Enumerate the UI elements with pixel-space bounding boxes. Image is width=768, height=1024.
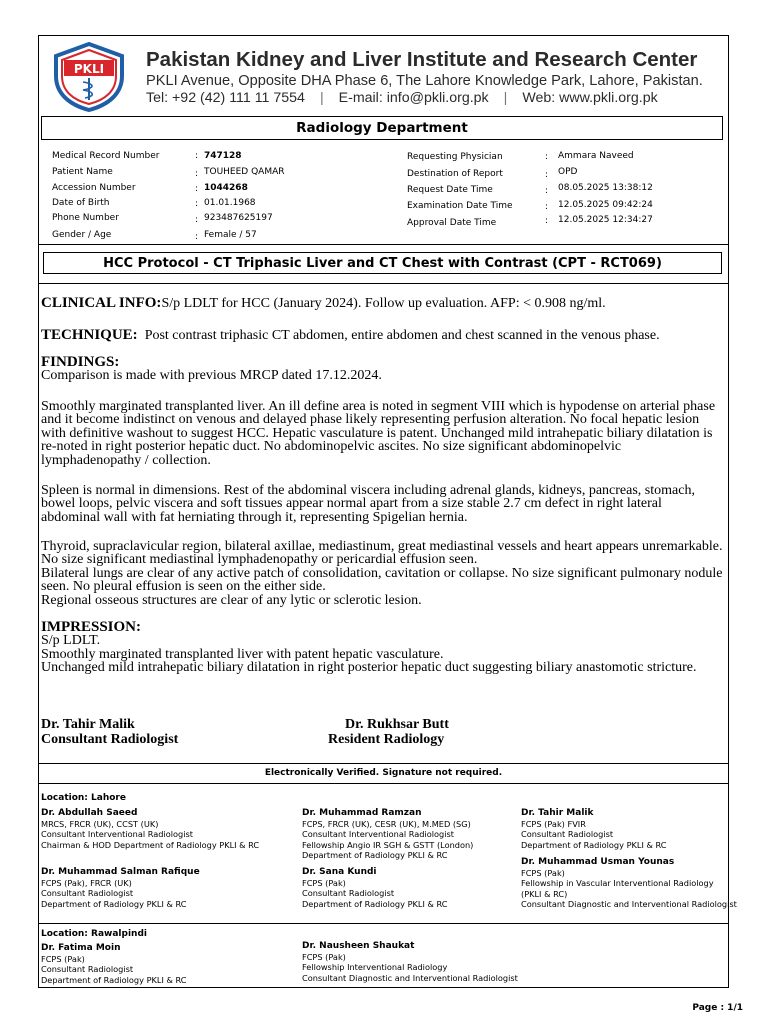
findings-liver: [41, 400, 723, 467]
divider: [38, 244, 729, 245]
doctor-detail: Fellowship Angio IR SGH & GSTT (London): [302, 839, 474, 850]
colon: :: [545, 216, 549, 226]
telephone: Tel: +92 (42) 111 11 7554: [146, 90, 305, 106]
findings-abdomen-text: Spleen is normal in dimensions. Rest of the abdominal viscera including adrenal glands, kidneys, pancreas, stomach, bowel loops, pelvic viscera and soft tissues appear normal apart from a size stable 2.7 cm defect in right lateral abdominal wall with fat herniating through it, representing Spigelian hernia.: [41, 483, 695, 525]
doctor-entry: [302, 941, 518, 983]
doctor-name: Dr. Nausheen Shaukat: [302, 941, 415, 951]
doctor-detail: (PKLI & RC): [521, 888, 568, 899]
signatory-title: Consultant Radiologist: [41, 732, 179, 747]
colon: :: [195, 232, 199, 242]
doctor-detail: Consultant Radiologist: [41, 964, 134, 974]
impression-item: Smoothly marginated transplanted liver with patent hepatic vasculature.: [41, 646, 444, 662]
colon: :: [545, 186, 549, 196]
technique: [41, 329, 723, 342]
doctor-detail: FCPS (Pak) FVIR: [521, 818, 586, 829]
destination-value: OPD: [558, 167, 578, 177]
findings-comparison: Comparison is made with previous MRCP dated 17.12.2024.: [41, 368, 382, 384]
doctor-name: Dr. Muhammad Salman Rafique: [41, 867, 200, 877]
doctor-detail: Department of Radiology PKLI & RC: [521, 839, 667, 850]
clinical-info-heading: CLINICAL INFO:: [41, 295, 162, 311]
doctor-detail: Consultant Interventional Radiologist: [302, 829, 454, 839]
signatory-name: Dr. Rukhsar Butt: [345, 717, 449, 732]
doctor-detail: Consultant Diagnostic and Interventional Radiologist: [302, 972, 518, 983]
gender-age-value: Female / 57: [204, 230, 257, 240]
clinical-info-text: S/p LDLT for HCC (January 2024). Follow up evaluation. AFP: < 0.908 ng/ml.: [161, 296, 606, 311]
patient-name-value: TOUHEED QAMAR: [204, 167, 285, 177]
website: Web: www.pkli.org.pk: [522, 90, 658, 106]
findings-bones-text: Regional osseous structures are clear of any lytic or sclerotic lesion.: [41, 592, 422, 608]
doctor-entry: [521, 808, 666, 850]
doctor-name: Dr. Fatima Moin: [41, 943, 121, 953]
separator: |: [503, 90, 508, 106]
doctor-detail: Consultant Radiologist: [521, 829, 614, 839]
institute-contact: [146, 90, 716, 106]
doctor-detail: FCPS (Pak): [302, 951, 346, 962]
accession-label: Accession Number: [52, 183, 136, 193]
divider: [38, 283, 729, 284]
request-datetime-label: Request Date Time: [407, 185, 493, 195]
doctor-entry: [41, 943, 186, 985]
location-lahore: Location: Lahore: [41, 793, 126, 803]
doctor-detail: Department of Radiology PKLI & RC: [302, 898, 448, 909]
phone-label: Phone Number: [52, 213, 119, 223]
doctor-detail: Fellowship Interventional Radiology: [302, 962, 448, 972]
patient-name-label: Patient Name: [52, 167, 113, 177]
technique-heading: TECHNIQUE:: [41, 327, 138, 343]
doctor-detail: Consultant Radiologist: [41, 888, 134, 898]
doctor-name: Dr. Sana Kundi: [302, 867, 377, 877]
doctor-detail: Fellowship in Vascular Interventional Radiology: [521, 878, 714, 888]
findings-chest: [41, 540, 723, 607]
doctor-entry: [521, 857, 737, 910]
request-datetime-value: 08.05.2025 13:38:12: [558, 183, 653, 193]
doctor-detail: Department of Radiology PKLI & RC: [41, 898, 187, 909]
doctor-detail: Department of Radiology PKLI & RC: [41, 974, 187, 985]
impression-item: S/p LDLT.: [41, 633, 101, 649]
divider: [38, 923, 729, 924]
doctor-detail: Consultant Interventional Radiologist: [41, 829, 193, 839]
divider: [38, 783, 729, 784]
colon: :: [545, 152, 549, 162]
signature-block: [41, 717, 178, 747]
doctor-detail: Chairman & HOD Department of Radiology PKLI & RC: [41, 839, 260, 850]
findings-lungs-text: Bilateral lungs are clear of any active patch of consolidation, cavitation or collapse. No size significant pulmonary nodule seen. No pleural effusion is seen on the either side.: [41, 565, 723, 595]
signature-block: [328, 717, 449, 747]
impression-item: Unchanged mild intrahepatic biliary dilatation in right posterior hepatic duct suggesting biliary anastomotic stricture.: [41, 660, 697, 676]
impression-heading: IMPRESSION:: [41, 619, 142, 635]
accession-value: 1044268: [204, 183, 248, 193]
findings-liver-text: Smoothly marginated transplanted liver. An ill define area is noted in segment VIII which is hypodense on arterial phase and it become indistinct on venous and delayed phase likely representing perfusion alteration. No focal hepatic lesion with definitive washout to suggest HCC. Hepatic vasculature is patent. Unchanged mild intrahepatic biliary dilatation is re-noted in right posterior hepatic duct. No abdominopelvic ascites. No size significant abdominopelvic lymphadenopathy / collection.: [41, 399, 716, 468]
doctor-entry: [41, 808, 259, 850]
doctor-detail: FCPS (Pak), FRCR (UK): [41, 877, 132, 888]
email: E-mail: info@pkli.org.pk: [338, 90, 489, 106]
logo-text: PKLI: [73, 62, 105, 76]
doctor-detail: Consultant Radiologist: [302, 888, 395, 898]
doctor-name: Dr. Abdullah Saeed: [41, 808, 138, 818]
physician-label: Requesting Physician: [407, 152, 503, 162]
clinical-info: [41, 297, 723, 310]
doctor-name: Dr. Muhammad Usman Younas: [521, 857, 675, 867]
phone-value: 923487625197: [204, 213, 273, 223]
doctor-entry: [302, 808, 473, 861]
signatory-title: Resident Radiology: [328, 732, 445, 747]
divider: [38, 763, 729, 764]
findings-abdomen: [41, 484, 723, 524]
colon: :: [195, 215, 199, 225]
destination-label: Destination of Report: [407, 169, 503, 179]
doctor-detail: FCPS (Pak): [521, 867, 565, 878]
doctor-detail: FCPS (Pak): [302, 877, 346, 888]
dob-label: Date of Birth: [52, 198, 110, 208]
colon: :: [195, 151, 199, 161]
findings-heading: FINDINGS:: [41, 354, 120, 370]
institute-name: Pakistan Kidney and Liver Institute and Research Center: [146, 48, 698, 71]
colon: :: [545, 202, 549, 212]
department-title: Radiology Department: [41, 116, 723, 140]
doctor-detail: FCPS (Pak): [41, 953, 85, 964]
colon: :: [545, 170, 549, 180]
institute-address: PKLI Avenue, Opposite DHA Phase 6, The Lahore Knowledge Park, Lahore, Pakistan.: [146, 73, 703, 89]
doctor-name: Dr. Muhammad Ramzan: [302, 808, 422, 818]
exam-datetime-label: Examination Date Time: [407, 201, 513, 211]
doctor-detail: Department of Radiology PKLI & RC: [302, 850, 448, 860]
colon: :: [195, 184, 199, 194]
location-rawalpindi: Location: Rawalpindi: [41, 929, 147, 939]
dob-value: 01.01.1968: [204, 198, 256, 208]
report-title: HCC Protocol - CT Triphasic Liver and CT Chest with Contrast (CPT - RCT069): [43, 252, 722, 274]
colon: :: [195, 169, 199, 179]
mrn-value: 747128: [204, 151, 242, 161]
findings: [41, 356, 723, 383]
page-number: Page : 1/1: [692, 1003, 743, 1013]
pkli-logo: [52, 42, 126, 112]
verification-note: Electronically Verified. Signature not required.: [264, 768, 503, 778]
doctor-detail: Consultant Diagnostic and Interventional Radiologist: [521, 899, 737, 909]
doctor-detail: FCPS, FRCR (UK), CESR (UK), M.MED (SG): [302, 818, 471, 829]
separator: |: [319, 90, 324, 106]
exam-datetime-value: 12.05.2025 09:42:24: [558, 200, 653, 210]
impression: [41, 621, 723, 675]
physician-value: Ammara Naveed: [558, 151, 634, 161]
approval-datetime-value: 12.05.2025 12:34:27: [558, 215, 653, 225]
mrn-label: Medical Record Number: [52, 151, 160, 161]
doctor-entry: [41, 867, 200, 909]
technique-text: Post contrast triphasic CT abdomen, entire abdomen and chest scanned in the venous phase.: [144, 328, 660, 343]
doctor-detail: MRCS, FRCR (UK), CCST (UK): [41, 818, 159, 829]
findings-chest-text: Thyroid, supraclavicular region, bilateral axillae, mediastinum, great mediastinal vessels and heart appears unremarkable. No size significant mediastinal lymphadenopathy or pericardial effusion seen.: [41, 539, 723, 568]
colon: :: [195, 199, 199, 209]
signatory-name: Dr. Tahir Malik: [41, 717, 135, 732]
approval-datetime-label: Approval Date Time: [407, 218, 497, 228]
doctor-entry: [302, 867, 447, 909]
doctor-name: Dr. Tahir Malik: [521, 808, 594, 818]
gender-age-label: Gender / Age: [52, 230, 112, 240]
